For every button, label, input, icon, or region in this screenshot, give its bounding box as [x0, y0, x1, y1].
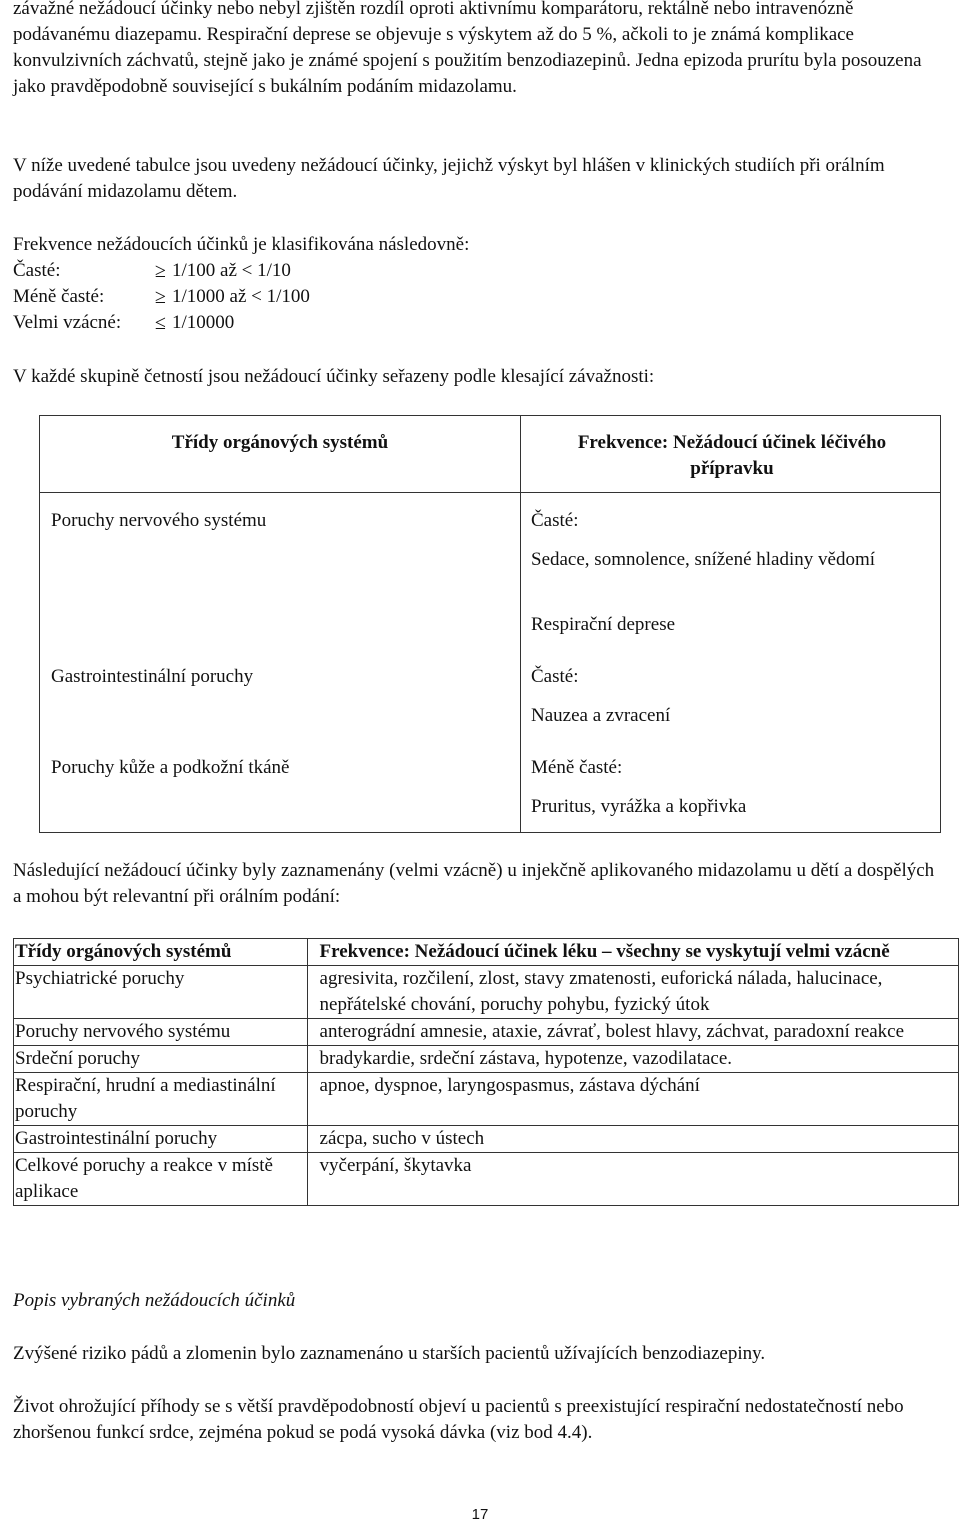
table1-frequency: Časté: — [531, 666, 579, 687]
table2-system: Respirační, hrudní a mediastinální poruchy — [14, 1073, 308, 1126]
table-row — [14, 966, 959, 1019]
paragraph-life-threatening: Život ohrožující příhody se s větší pravděpodobností objeví u pacientů s preexistující respirační nedostatečností nebo zhoršenou funkcí srdce, zejména pokud se podá vysoká dávka (viz bod 4.4). — [13, 1396, 904, 1443]
freq-row-common — [13, 258, 947, 284]
table2-effects: agresivita, rozčilení, zlost, stavy zmatenosti, euforická nálada, halucinace, nepřátelské chování, poruchy pohybu, fyzický útok — [307, 966, 958, 1019]
freq-label: Méně časté: — [13, 286, 105, 307]
table2-effects: apnoe, dyspnoe, laryngospasmus, zástava dýchání — [307, 1073, 958, 1126]
paragraph-falls: Zvýšené riziko pádů a zlomenin bylo zaznamenáno u starších pacientů užívajících benzodiazepiny. — [13, 1343, 766, 1364]
table1-effect: Sedace, somnolence, snížené hladiny vědomí — [531, 549, 876, 570]
table1-header-frequency: Frekvence: Nežádoucí účinek léčivého přípravku — [577, 432, 887, 479]
table2-system: Srdeční poruchy — [14, 1046, 308, 1073]
table1-effect: Pruritus, vyrážka a kopřivka — [531, 796, 747, 817]
greater-equal-symbol: ≥ — [155, 260, 166, 282]
frequency-title: Frekvence nežádoucích účinků je klasifikována následovně: — [13, 234, 470, 255]
table1-effect: Nauzea a zvracení — [531, 705, 671, 726]
greater-equal-symbol: ≥ — [155, 286, 166, 308]
table-row — [14, 939, 959, 966]
freq-value: 1/100 až < 1/10 — [171, 260, 291, 281]
table-row — [14, 1046, 959, 1073]
table2-system: Gastrointestinální poruchy — [14, 1126, 308, 1153]
section-title-selected-effects: Popis vybraných nežádoucích účinků — [13, 1290, 296, 1311]
less-equal-symbol: ≤ — [155, 312, 166, 334]
paragraph-each-group: V každé skupině četností jsou nežádoucí účinky seřazeny podle klesající závažnosti: — [13, 366, 655, 387]
table2-system: Poruchy nervového systému — [14, 1019, 308, 1046]
table-row — [14, 1126, 959, 1153]
table-divider — [520, 416, 521, 832]
table1-system: Poruchy kůže a podkožní tkáně — [51, 757, 290, 778]
freq-row-uncommon — [13, 284, 947, 310]
paragraph-intro: V níže uvedené tabulce jsou uvedeny nežádoucí účinky, jejichž výskyt byl hlášen v klinických studiích při orálním podávání midazolamu dětem. — [13, 155, 885, 202]
freq-value: 1/10000 — [171, 312, 235, 333]
table1-system: Gastrointestinální poruchy — [51, 666, 254, 687]
freq-label: Časté: — [13, 260, 61, 281]
freq-value: 1/1000 až < 1/100 — [171, 286, 310, 307]
table-divider — [40, 492, 940, 493]
adverse-effects-table-oral — [39, 415, 941, 833]
adverse-effects-table-injection — [13, 938, 959, 1206]
table1-header-system: Třídy orgánových systémů — [171, 432, 389, 453]
table-row — [14, 1153, 959, 1206]
table2-effects: bradykardie, srdeční zástava, hypotenze, vazodilatace. — [307, 1046, 958, 1073]
table-row — [14, 1019, 959, 1046]
table-row — [14, 1073, 959, 1126]
paragraph-top — [13, 0, 947, 100]
table2-header-frequency: Frekvence: Nežádoucí účinek léku – všechny se vyskytují velmi vzácně — [307, 939, 958, 966]
table1-effect: Respirační deprese — [531, 614, 676, 635]
freq-label: Velmi vzácné: — [13, 312, 122, 333]
table2-header-system: Třídy orgánových systémů — [14, 939, 308, 966]
page-number: 17 — [471, 1506, 489, 1523]
table1-system: Poruchy nervového systému — [51, 510, 267, 531]
text-top-b: Jedna epizoda prurítu byla posouzena jako pravděpodobně související s bukálním podáním midazolamu. — [13, 50, 922, 97]
paragraph-following: Následující nežádoucí účinky byly zaznamenány (velmi vzácně) u injekčně aplikovaného midazolamu u dětí a dospělých a mohou být relevantní při orálním podání: — [13, 860, 935, 907]
text-top-a: závažné nežádoucí účinky nebo nebyl zjištěn rozdíl oproti aktivnímu komparátoru, rektálně nebo intravenózně podávanému diazepamu. Respirační deprese se objevuje s výskytem až do 5 %, ačkoli to je známá komplikace konvulzivních záchvatů, stejně jako je známé spojení s použitím benzodiazepinů. — [13, 0, 854, 71]
freq-row-very-rare — [13, 310, 947, 336]
table2-system: Psychiatrické poruchy — [14, 966, 308, 1019]
table2-effects: vyčerpání, škytavka — [307, 1153, 958, 1206]
frequency-classification — [13, 232, 947, 336]
table2-effects: zácpa, sucho v ústech — [307, 1126, 958, 1153]
table2-effects: anterográdní amnesie, ataxie, závrať, bolest hlavy, záchvat, paradoxní reakce — [307, 1019, 958, 1046]
table2-system: Celkové poruchy a reakce v místě aplikace — [14, 1153, 308, 1206]
table1-frequency: Méně časté: — [531, 757, 623, 778]
table1-frequency: Časté: — [531, 510, 579, 531]
